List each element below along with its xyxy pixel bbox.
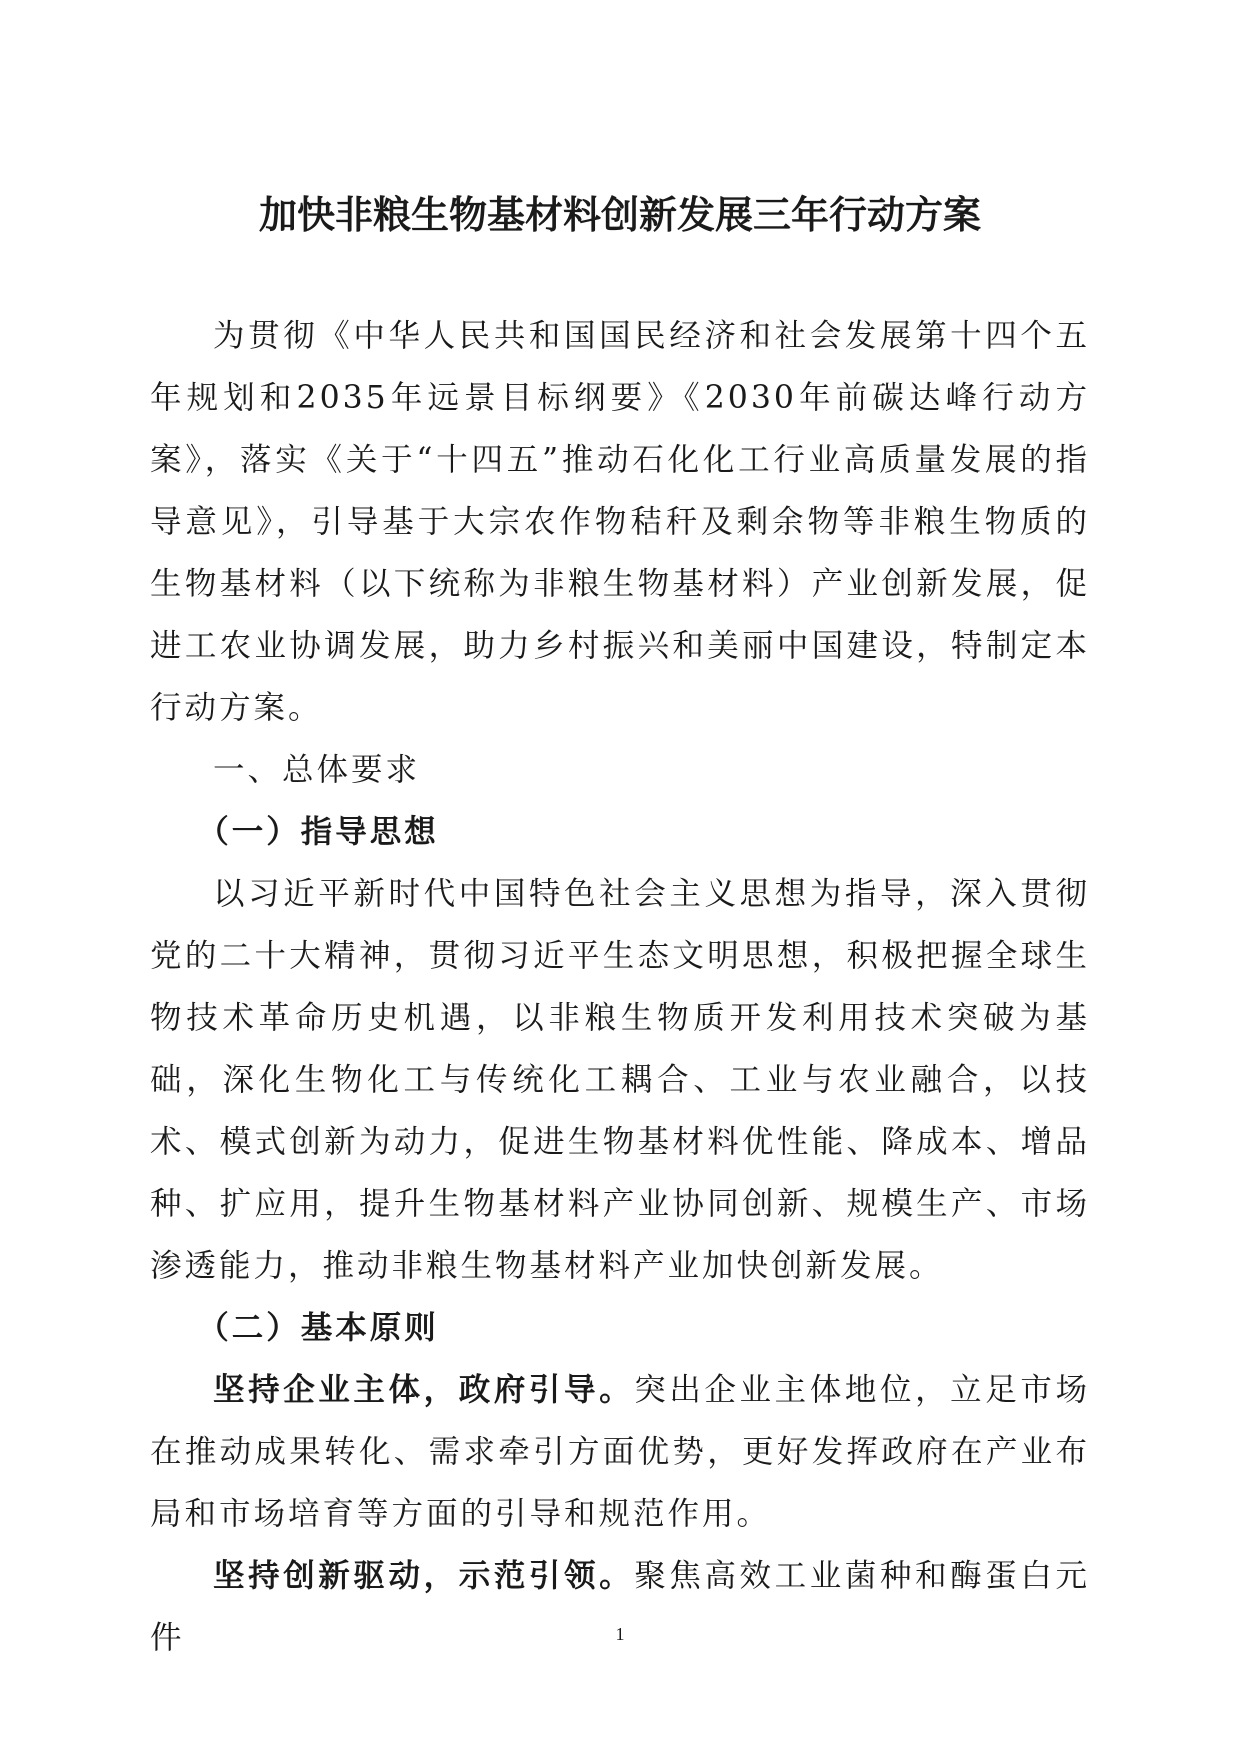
principle-text-innovation: 聚焦高效工业菌种和酶蛋白元件 (150, 1558, 1090, 1656)
subsection-heading-basic-principles: （二）基本原则 (197, 1309, 439, 1346)
principle-lead-enterprise: 坚持企业主体，政府引导。 (213, 1371, 635, 1408)
principle-paragraph-innovation (150, 1545, 1090, 1669)
intro-paragraph: 为贯彻《中华人民共和国国民经济和社会发展第十四个五年规划和2035年远景目标纲要》《2030年前碳达峰行动方案》，落实《关于“十四五”推动石化化工行业高质量发展的指导意见》，引导基于大宗农作物秸秆及剩余物等非粮生物质的生物基材料（以下统称为非粮生物基材料）产业创新发展，促进工农业协调发展，助力乡村振兴和美丽中国建设，特制定本行动方案。 (150, 318, 1090, 726)
subsection-heading-guiding-ideology: （一）指导思想 (197, 813, 439, 850)
principle-text-enterprise: 突出企业主体地位，立足市场在推动成果转化、需求牵引方面优势，更好发挥政府在产业布局和市场培育等方面的引导和规范作用。 (150, 1372, 1090, 1532)
document-title: 加快非粮生物基材料创新发展三年行动方案 (258, 192, 981, 237)
document-body (150, 305, 1090, 1669)
section-heading-general-requirements: 一、总体要求 (213, 752, 421, 788)
page-number: 1 (615, 1624, 625, 1644)
guiding-ideology-paragraph: 以习近平新时代中国特色社会主义思想为指导，深入贯彻党的二十大精神，贯彻习近平生态文明思想，积极把握全球生物技术革命历史机遇，以非粮生物质开发利用技术突破为基础，深化生物化工与传统化工耦合、工业与农业融合，以技术、模式创新为动力，促进生物基材料优性能、降成本、增品种、扩应用，提升生物基材料产业协同创新、规模生产、市场渗透能力，推动非粮生物基材料产业加快创新发展。 (150, 876, 1090, 1284)
principle-paragraph-enterprise (150, 1359, 1090, 1545)
principle-lead-innovation: 坚持创新驱动，示范引领。 (213, 1557, 635, 1594)
